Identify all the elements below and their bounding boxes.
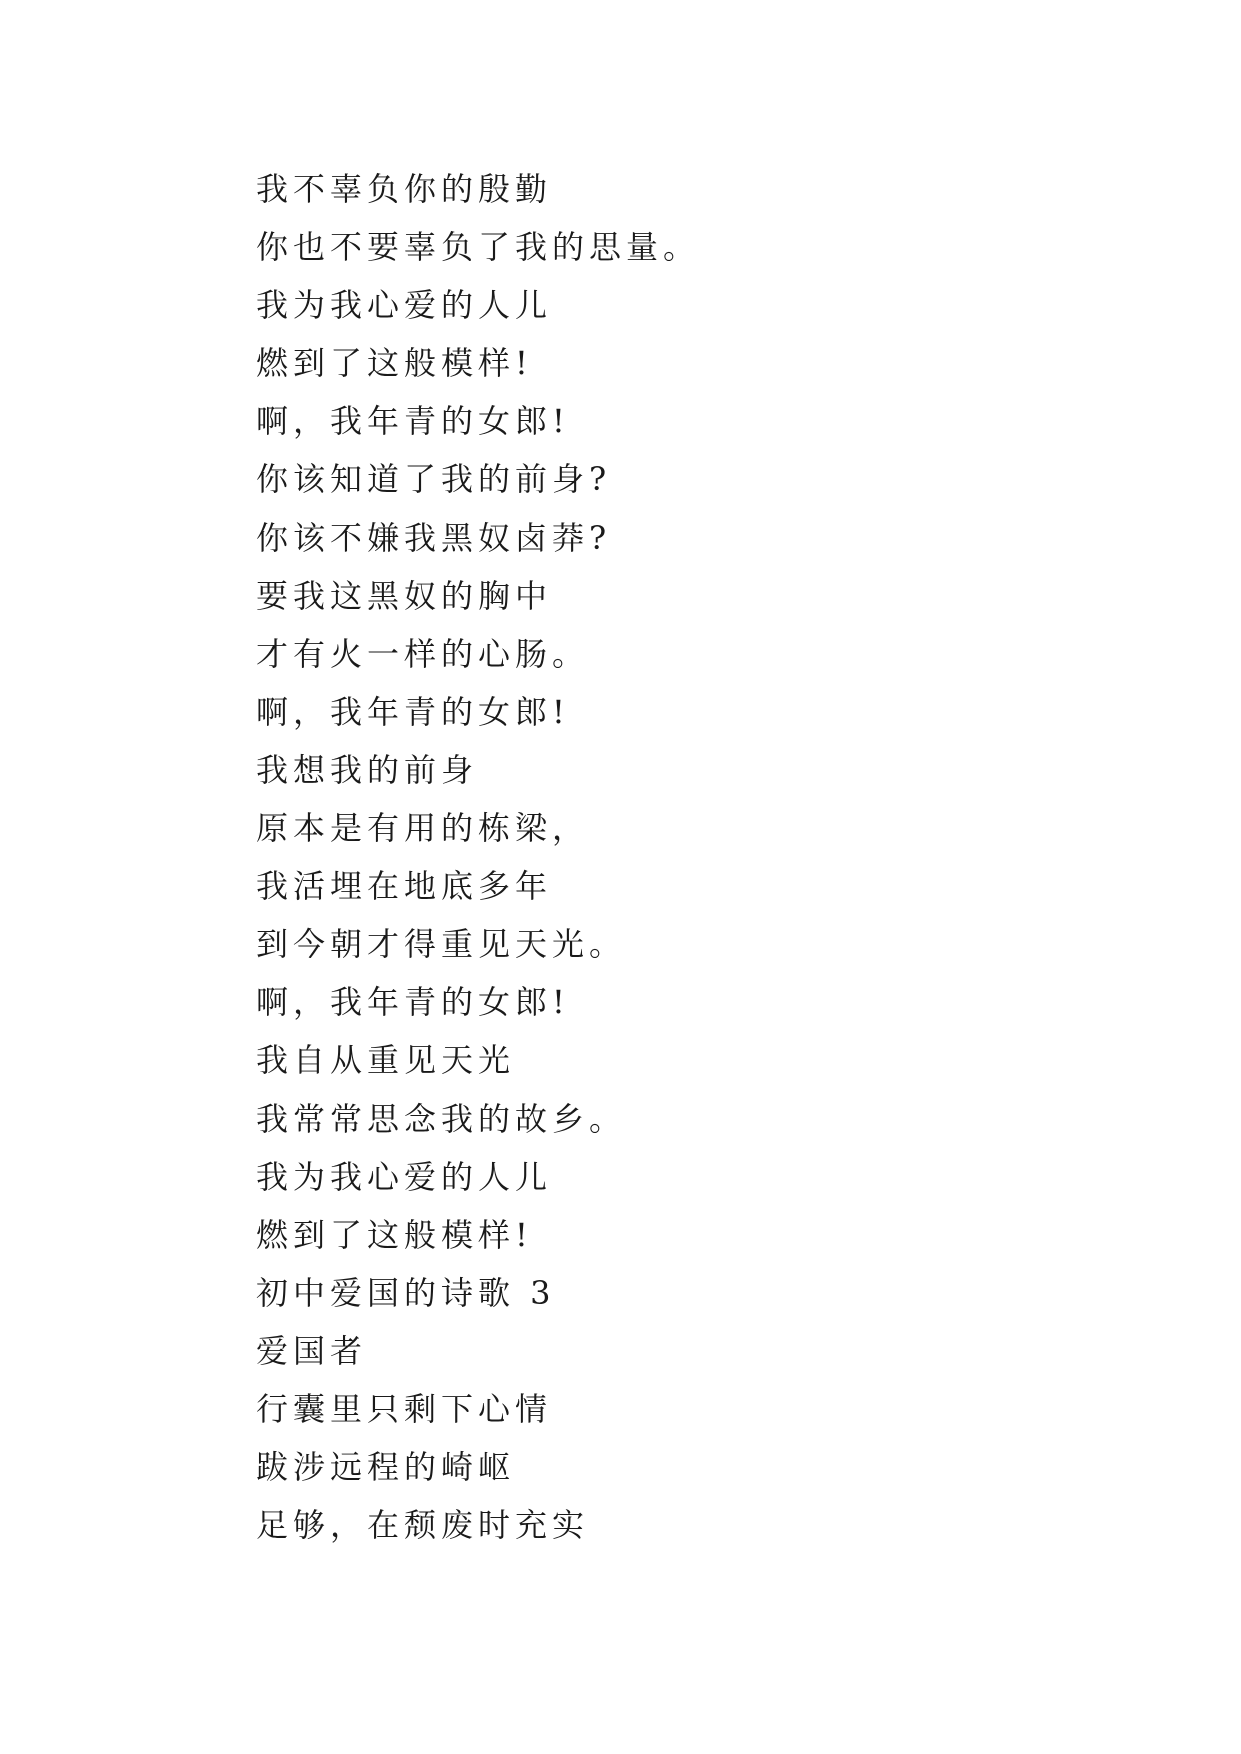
text-line: 啊，我年青的女郎! — [256, 692, 570, 731]
text-line: 啊，我年青的女郎! — [256, 402, 570, 441]
text-line: 我为我心爱的人儿 — [256, 1157, 553, 1196]
text-line: 我为我心爱的人儿 — [256, 286, 553, 325]
text-line: 燃到了这般模样! — [256, 1215, 533, 1254]
text-line: 啊，我年青的女郎! — [256, 983, 570, 1022]
text-line: 你该不嫌我黑奴卤莽? — [256, 518, 612, 557]
text-line: 原本是有用的栋梁， — [256, 809, 590, 848]
text-line: 足够，在颓废时充实 — [256, 1506, 590, 1545]
section-heading: 初中爱国的诗歌 3 — [256, 1273, 556, 1312]
poem-title: 爱国者 — [256, 1331, 368, 1370]
poem-text — [256, 160, 700, 1554]
text-line: 才有火一样的心肠。 — [256, 634, 590, 673]
text-line: 燃到了这般模样! — [256, 344, 533, 383]
text-line: 我自从重见天光 — [256, 1041, 516, 1080]
text-line: 你也不要辜负了我的思量。 — [256, 228, 701, 267]
text-line: 跋涉远程的崎岖 — [256, 1448, 516, 1487]
text-line: 到今朝才得重见天光。 — [256, 925, 627, 964]
text-line: 行囊里只剩下心情 — [256, 1389, 553, 1428]
text-line: 要我这黑奴的胸中 — [256, 576, 553, 615]
text-line: 我活埋在地底多年 — [256, 867, 553, 906]
text-line: 我常常思念我的故乡。 — [256, 1099, 627, 1138]
text-line: 你该知道了我的前身? — [256, 460, 612, 499]
text-line: 我想我的前身 — [256, 750, 479, 789]
text-line: 我不辜负你的殷勤 — [256, 170, 553, 208]
